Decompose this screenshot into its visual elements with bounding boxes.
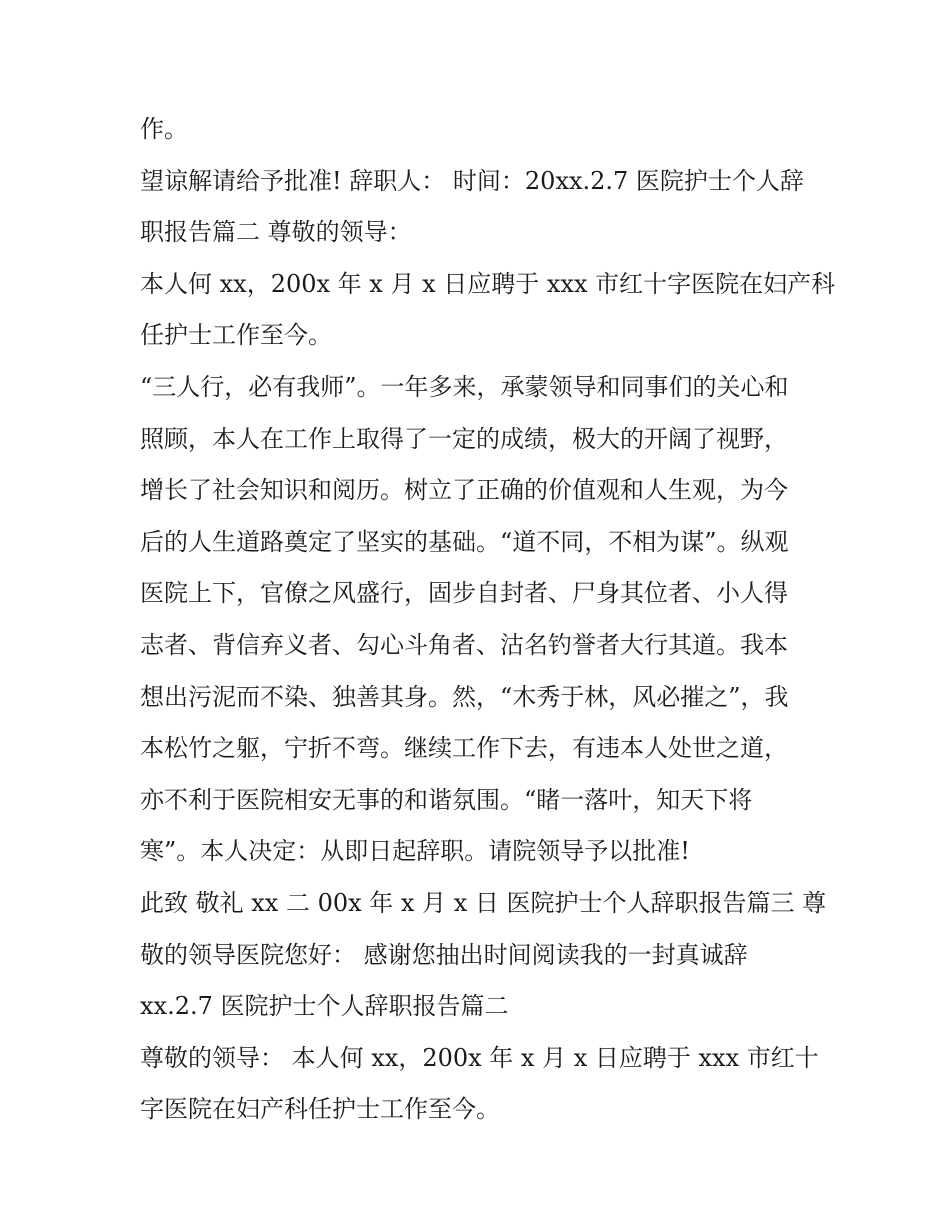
text-line: xx.2.7 医院护士个人辞职报告篇二	[140, 992, 509, 1021]
text-line: 亦不利于医院相安无事的和谐氛围。“睹一落叶，知天下将	[140, 785, 753, 814]
text-line: 增长了社会知识和阅历。树立了正确的价值观和人生观，为今	[140, 476, 788, 505]
text-line: 任护士工作至今。	[140, 321, 332, 350]
text-line: 后的人生道路奠定了坚实的基础。“道不同，不相为谋”。纵观	[140, 527, 789, 556]
text-line: 职报告篇二 尊敬的领导：	[140, 218, 412, 247]
text-line: 照顾，本人在工作上取得了一定的成绩，极大的开阔了视野，	[140, 424, 788, 453]
text-line: 医院上下，官僚之风盛行，固步自封者、尸身其位者、小人得	[140, 579, 788, 608]
text-line: 寒”。本人决定：从即日起辞职。请院领导予以批准!	[140, 837, 690, 866]
text-line: “三人行，必有我师”。一年多来，承蒙领导和同事们的关心和	[140, 372, 789, 401]
document-body	[140, 104, 836, 1136]
text-line: 志者、背信弃义者、勾心斗角者、沽名钓誉者大行其道。我本	[140, 630, 788, 659]
text-line: 字医院在妇产科任护士工作至今。	[140, 1095, 500, 1124]
text-line: 望谅解请给予批准! 辞职人： 时间：20xx.2.7 医院护士个人辞	[140, 166, 804, 195]
text-line: 本松竹之躯，宁折不弯。继续工作下去，有违本人处世之道，	[140, 734, 788, 763]
text-line: 尊敬的领导： 本人何 xx，200x 年 x 月 x 日应聘于 xxx 市红十	[140, 1043, 819, 1072]
text-line: 敬的领导医院您好： 感谢您抽出时间阅读我的一封真诚辞	[140, 940, 748, 969]
text-line: 作。	[140, 115, 188, 143]
text-line: 本人何 xx，200x 年 x 月 x 日应聘于 xxx 市红十字医院在妇产科	[140, 269, 836, 298]
text-line: 此致 敬礼 xx 二 00x 年 x 月 x 日 医院护士个人辞职报告篇三 尊	[140, 888, 827, 917]
text-line: 想出污泥而不染、独善其身。然，“木秀于林，风必摧之”，我	[140, 682, 789, 711]
